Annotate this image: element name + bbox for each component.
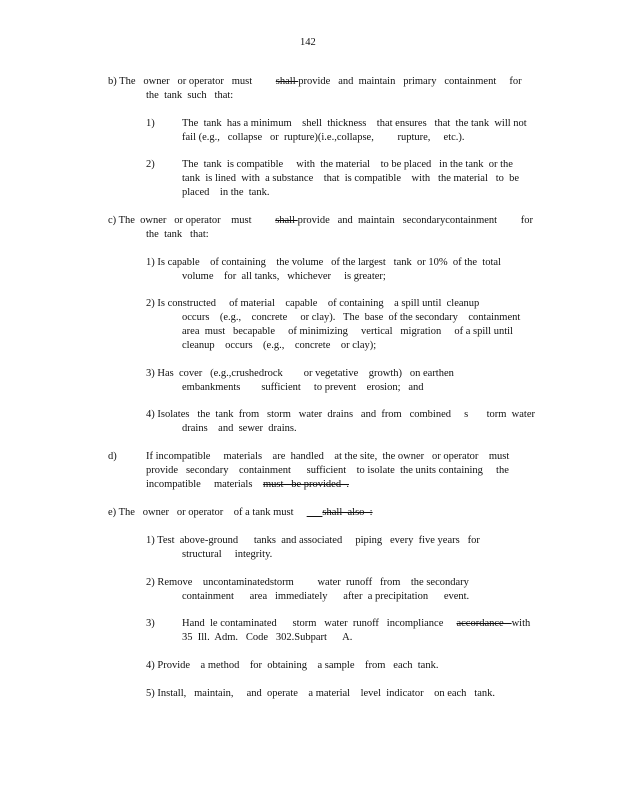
section-c-text: provide and maintain secondarycontainment for: [297, 215, 533, 226]
struck-text: accordance: [456, 618, 512, 629]
item-number: 1): [146, 118, 155, 129]
section-b-text: provide and maintain primary containment for: [298, 76, 522, 87]
item-text: The tank is compatible with the material to be placed in the tank or the: [182, 159, 513, 170]
section-d-text: provide secondary containment sufficient to isolate the units containing the: [146, 465, 509, 476]
item-text: tank is lined with a substance that is compatible with the material to be: [182, 173, 520, 184]
item-text: 35 Ill. Adm. Code 302.Subpart A.: [182, 632, 353, 643]
section-c-line-1: [108, 214, 533, 227]
item-number: 3): [146, 618, 155, 629]
item-text: 1) Test above-ground tanks and associated piping every five years for: [146, 535, 480, 546]
section-d-text: If incompatible materials are handled at the site, the owner or operator must: [146, 451, 510, 462]
item-text: The tank has a minimum shell thickness that ensures that the tank will not: [182, 118, 527, 129]
page-number: 142: [300, 37, 316, 48]
item-text: 2) Is constructed of material capable of containing a spill until cleanup: [146, 298, 480, 309]
section-d-line-3: [146, 478, 349, 491]
item-number: 2): [146, 159, 155, 170]
struck-text: must be provided .: [262, 479, 349, 490]
section-c-line-2: the tank that:: [146, 229, 209, 240]
item-text: area must becapable of minimizing vertical migration of a spill until: [182, 326, 513, 337]
item-text: placed in the tank.: [182, 187, 270, 198]
item-text: 4) Provide a method for obtaining a sample from each tank.: [146, 660, 439, 671]
item-text: 4) Isolates the tank from storm water drains and from combined s torm water: [146, 409, 535, 420]
struck-text: shall: [275, 76, 299, 87]
item-text: 5) Install, maintain, and operate a material level indicator on each tank.: [146, 688, 496, 699]
item-text: drains and sewer drains.: [182, 423, 297, 434]
item-text: 2) Remove uncontaminatedstorm water runoff from the secondary: [146, 577, 469, 588]
section-c-text: c) The owner or operator must: [108, 215, 276, 226]
section-b-text: b) The owner or operator must: [108, 76, 276, 87]
item-3-line-1: [182, 617, 530, 630]
item-text: with: [511, 618, 531, 629]
struck-text: shall: [275, 215, 298, 226]
section-d-label: d): [108, 451, 117, 462]
section-e-text: e) The owner or operator of a tank must: [108, 507, 307, 518]
item-text: occurs (e.g., concrete or clay). The base of the secondary containment: [182, 312, 521, 323]
item-text: 3) Has cover (e.g.,crushedrock or vegetative growth) on earthen: [146, 368, 454, 379]
section-e-line-1: [108, 506, 373, 519]
blank-underline: [307, 507, 323, 518]
item-text: structural integrity.: [182, 549, 273, 560]
struck-text: shall also :: [322, 507, 373, 518]
section-b-line-2: the tank such that:: [146, 90, 234, 101]
item-text: cleanup occurs (e.g., concrete or clay);: [182, 340, 377, 351]
item-text: embankments sufficient to prevent erosion; and: [182, 382, 424, 393]
section-b-line-1: [108, 75, 522, 88]
item-text: volume for all tanks, whichever is greater;: [182, 271, 386, 282]
item-text: 1) Is capable of containing the volume of the largest tank or 10% of the total: [146, 257, 501, 268]
item-text: Hand le contaminated storm water runoff incompliance: [182, 618, 457, 629]
item-text: fail (e.g., collapse or rupture)(i.e.,collapse, rupture, etc.).: [182, 132, 465, 143]
section-d-text: incompatible materials: [146, 479, 263, 490]
item-text: containment area immediately after a precipitation event.: [182, 591, 470, 602]
